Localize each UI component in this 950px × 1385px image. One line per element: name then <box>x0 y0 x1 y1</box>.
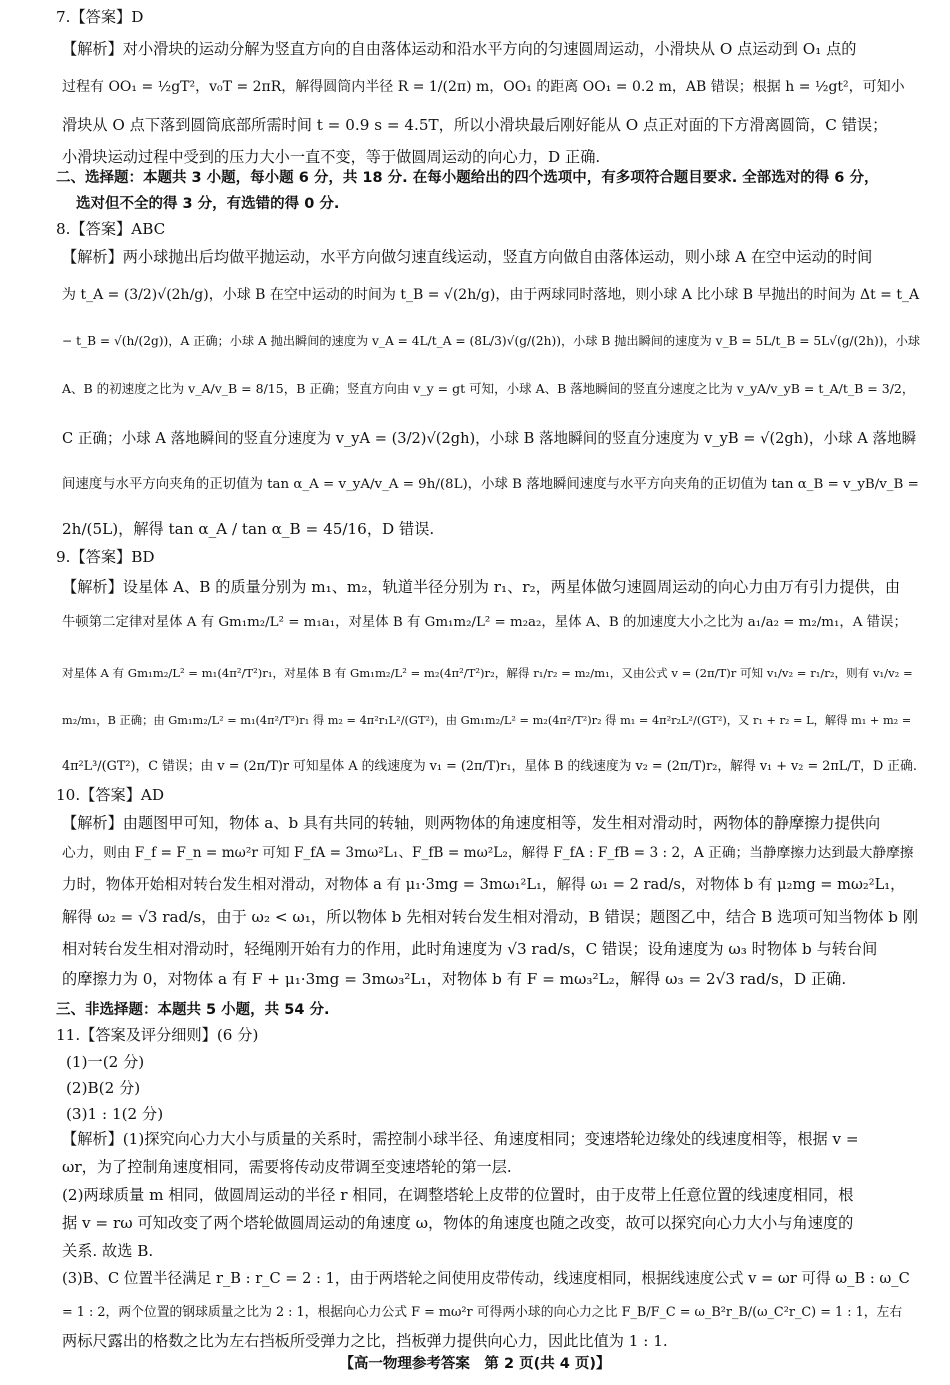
q7-line-3: 滑块从 O 点下落到圆筒底部所需时间 t = 0.9 s = 4.5T，所以小滑块最后刚好能从 O 点正对面的下方滑离圆筒，C 错误； <box>62 116 888 134</box>
q8-line-1: 【解析】两小球抛出后均做平抛运动，水平方向做匀速直线运动，竖直方向做自由落体运动，则小球 A 在空中运动的时间 <box>62 248 873 266</box>
page-footer: 【高一物理参考答案 第 2 页(共 4 页)】 <box>339 1356 611 1372</box>
q9-line-1: 【解析】设星体 A、B 的质量分别为 m₁、m₂，轨道半径分别为 r₁、r₂，两星体做匀速圆周运动的向心力由万有引力提供，由 <box>62 578 901 596</box>
q10-line-2: 心力，则由 F_f = F_n = mω²r 可知 F_fA = 3mω²L₁、F_fB = mω²L₂，解得 F_fA : F_fB = 3 : 2，A 正确；当静摩擦力达到最大静摩擦 <box>62 845 914 861</box>
section-3-heading: 三、非选择题：本题共 5 小题，共 54 分. <box>56 1002 330 1018</box>
q11-answer-heading: 11.【答案及评分细则】(6 分) <box>56 1026 259 1044</box>
q10-line-5: 相对转台发生相对滑动时，轻绳刚开始有力的作用，此时角速度为 √3 rad/s，C 错误；设角速度为 ω₃ 时物体 b 与转台间 <box>62 940 878 958</box>
q9-line-2: 牛顿第二定律对星体 A 有 Gm₁m₂/L² = m₁a₁，对星体 B 有 Gm₁m₂/L² = m₂a₂，星体 A、B 的加速度大小之比为 a₁/a₂ = m₂/m₁，A 错误； <box>62 615 907 630</box>
q11-line-8: 两标尺露出的格数之比为左右挡板所受弹力之比，挡板弹力提供向心力，因此比值为 1 : 1. <box>62 1332 668 1350</box>
q9-line-5: 4π²L³/(GT²)，C 错误；由 v = (2π/T)r 可知星体 A 的线速度为 v₁ = (2π/T)r₁，星体 B 的线速度为 v₂ = (2π/T)r₂，解得 v₁ + v₂ = 2πL/T，D 正确. <box>62 759 917 774</box>
q10-line-1: 【解析】由题图甲可知，物体 a、b 具有共同的转轴，则两物体的角速度相等，发生相对滑动时，两物体的静摩擦力提供向 <box>62 814 881 832</box>
q7-line-4: 小滑块运动过程中受到的压力大小一直不变，等于做圆周运动的向心力，D 正确. <box>62 148 601 166</box>
q10-line-3: 力时，物体开始相对转台发生相对滑动，对物体 a 有 μ₁·3mg = 3mω₁²L₁，解得 ω₁ = 2 rad/s，对物体 b 有 μ₂mg = mω₂²L₁， <box>62 876 905 893</box>
q11-line-2: ωr，为了控制角速度相同，需要将传动皮带调至变速塔轮的第一层. <box>62 1158 512 1176</box>
q9-answer-heading: 9.【答案】BD <box>56 548 155 566</box>
q9-line-3: 对星体 A 有 Gm₁m₂/L² = m₁(4π²/T²)r₁，对星体 B 有 Gm₁m₂/L² = m₂(4π²/T²)r₂，解得 r₁/r₂ = m₂/m₁，又由公式 v = (2π/T)r 可知 v₁/v₂ = r₁/r₂，则有 v₁/v₂ = <box>62 666 913 680</box>
q11-answer-2: (2)B(2 分) <box>66 1079 141 1097</box>
q8-line-2: 为 t_A = (3/2)√(2h/g)，小球 B 在空中运动的时间为 t_B = √(2h/g)，由于两球同时落地，则小球 A 比小球 B 早抛出的时间为 Δt = t_A <box>62 287 920 303</box>
q9-line-4: m₂/m₁，B 正确；由 Gm₁m₂/L² = m₁(4π²/T²)r₁ 得 m₂ = 4π²r₁L²/(GT²)，由 Gm₁m₂/L² = m₂(4π²/T²)r₂ 得 m₁ = 4π²r₂L²/(GT²)，又 r₁ + r₂ = L，解得 m₁ + m₂ = <box>62 714 912 727</box>
q11-line-6: (3)B、C 位置半径满足 r_B : r_C = 2 : 1，由于两塔轮之间使用皮带传动，线速度相同，根据线速度公式 v = ωr 可得 ω_B : ω_C <box>62 1270 910 1287</box>
q8-line-7: 2h/(5L)，解得 tan α_A / tan α_B = 45/16，D 错误. <box>62 520 435 538</box>
q11-line-4: 据 v = rω 可知改变了两个塔轮做圆周运动的角速度 ω，物体的角速度也随之改变，故可以探究向心力大小与角速度的 <box>62 1214 854 1232</box>
q10-answer-heading: 10.【答案】AD <box>56 786 165 804</box>
q8-line-3: − t_B = √(h/(2g))，A 正确；小球 A 抛出瞬间的速度为 v_A = 4L/t_A = (8L/3)√(g/(2h))，小球 B 抛出瞬间的速度为 v_B = 5L/t_B = 5L√(g/(2h))，小球 <box>62 334 921 348</box>
q10-line-6: 的摩擦力为 0，对物体 a 有 F + μ₁·3mg = 3mω₃²L₁，对物体 b 有 F = mω₃²L₂，解得 ω₃ = 2√3 rad/s，D 正确. <box>62 970 847 988</box>
q11-answer-1: (1)一(2 分) <box>66 1053 145 1071</box>
q11-line-5: 关系. 故选 B. <box>62 1242 154 1260</box>
q11-answer-3: (3)1 : 1(2 分) <box>66 1105 164 1123</box>
q11-line-3: (2)两球质量 m 相同，做圆周运动的半径 r 相同，在调整塔轮上皮带的位置时，由于皮带上任意位置的线速度相同，根 <box>62 1186 854 1204</box>
q11-line-1: 【解析】(1)探究向心力大小与质量的关系时，需控制小球半径、角速度相同；变速塔轮边缘处的线速度相等，根据 v = <box>62 1130 859 1148</box>
section-2-heading-cont: 选对但不全的得 3 分，有选错的得 0 分. <box>76 196 340 212</box>
q8-line-4: A、B 的初速度之比为 v_A/v_B = 8/15，B 正确；竖直方向由 v_y = gt 可知，小球 A、B 落地瞬间的竖直分速度之比为 v_yA/v_yB = t_A/t_B = 3/2， <box>62 381 915 396</box>
q11-line-7: = 1 : 2，两个位置的钢球质量之比为 2 : 1，根据向心力公式 F = mω²r 可得两小球的向心力之比 F_B/F_C = ω_B²r_B/(ω_C²r_C) = 1 : 1，左右 <box>62 1305 903 1320</box>
q8-line-5: C 正确；小球 A 落地瞬间的竖直分速度为 v_yA = (3/2)√(2gh)，小球 B 落地瞬间的竖直分速度为 v_yB = √(2gh)，小球 A 落地瞬 <box>62 430 917 447</box>
q7-answer-heading: 7.【答案】D <box>56 8 144 26</box>
q7-line-2: 过程有 OO₁ = ½gT²，v₀T = 2πR，解得圆筒内半径 R = 1/(2π) m，OO₁ 的距离 OO₁ = 0.2 m，AB 错误；根据 h = ½gt²，可知小 <box>62 79 905 95</box>
section-2-heading: 二、选择题：本题共 3 小题，每小题 6 分，共 18 分. 在每小题给出的四个选项中，有多项符合题目要求. 全部选对的得 6 分， <box>56 170 879 186</box>
q7-line-1: 【解析】对小滑块的运动分解为竖直方向的自由落体运动和沿水平方向的匀速圆周运动，小滑块从 O 点运动到 O₁ 点的 <box>62 40 857 58</box>
q8-answer-heading: 8.【答案】ABC <box>56 220 166 238</box>
q8-line-6: 间速度与水平方向夹角的正切值为 tan α_A = v_yA/v_A = 9h/(8L)，小球 B 落地瞬间速度与水平方向夹角的正切值为 tan α_B = v_yB/v_B = <box>62 477 919 492</box>
q10-line-4: 解得 ω₂ = √3 rad/s，由于 ω₂ < ω₁，所以物体 b 先相对转台发生相对滑动，B 错误；题图乙中，结合 B 选项可知当物体 b 刚 <box>62 908 919 926</box>
